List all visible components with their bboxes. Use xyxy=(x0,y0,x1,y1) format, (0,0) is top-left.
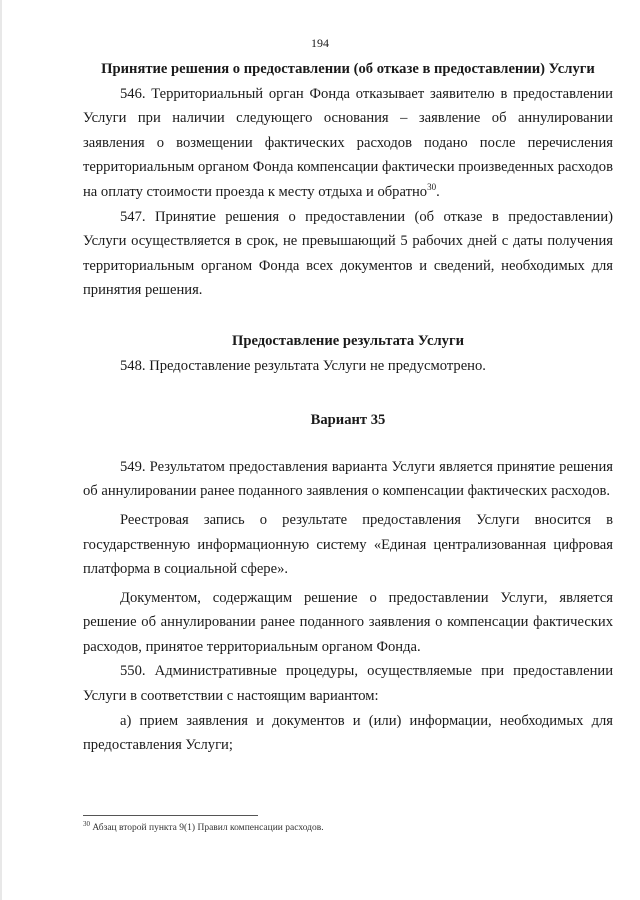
paragraph-550a: а) прием заявления и документов и (или) информации, необходимых для предоставления Услуги; xyxy=(83,712,613,754)
paragraph-546-text: 546. Территориальный орган Фонда отказывает заявителю в предоставлении Услуги при наличии следующего основания – заявление об аннулировании заявления о возмещении фактических расходов подано после перечисления территориальным органом Фонда компенсации фактически произведенных расходов на оплату стоимости проезда к месту отдыха и обратно xyxy=(83,85,613,200)
section-heading-decision: Принятие решения о предоставлении (об отказе в предоставлении) Услуги xyxy=(101,61,595,77)
paragraph-548: 548. Предоставление результата Услуги не предусмотрено. xyxy=(120,357,486,374)
section-heading-result: Предоставление результата Услуги xyxy=(232,332,464,349)
footnote-text: Абзац второй пункта 9(1) Правил компенсации расходов. xyxy=(90,823,324,833)
paragraph-547: 547. Принятие решения о предоставлении (об отказе в предоставлении) Услуги осуществляется в срок, не превышающий 5 рабочих дней с даты получения территориальным органом Фонда всех документов и сведений, необходимых для принятия решения. xyxy=(83,208,613,299)
page-content xyxy=(83,57,613,758)
paragraph-546 xyxy=(83,82,613,205)
footnote-ref-30[interactable]: 30 xyxy=(427,182,437,193)
footnote-number: 30 xyxy=(83,819,90,828)
paragraph-decision-document: Документом, содержащим решение о предоставлении Услуги, является решение об аннулировании ранее поданного заявления о компенсации фактических расходов, принятое территориальным органом Фонда. xyxy=(83,589,613,655)
paragraph-546-end: . xyxy=(436,183,440,200)
footnote-divider xyxy=(83,815,258,816)
page-number: 194 xyxy=(311,36,329,50)
section-heading-variant-35: Вариант 35 xyxy=(310,412,386,429)
paragraph-550: 550. Административные процедуры, осуществляемые при предоставлении Услуги в соответствии с настоящим вариантом: xyxy=(83,663,613,705)
footnote xyxy=(83,819,613,835)
scan-edge xyxy=(0,0,2,900)
paragraph-549: 549. Результатом предоставления варианта Услуги является принятие решения об аннулировании ранее поданного заявления о компенсации фактических расходов. xyxy=(83,458,613,500)
paragraph-registry-record: Реестровая запись о результате предоставления Услуги вносится в государственную информационную систему «Единая централизованная цифровая платформа в социальной сфере». xyxy=(83,511,613,578)
